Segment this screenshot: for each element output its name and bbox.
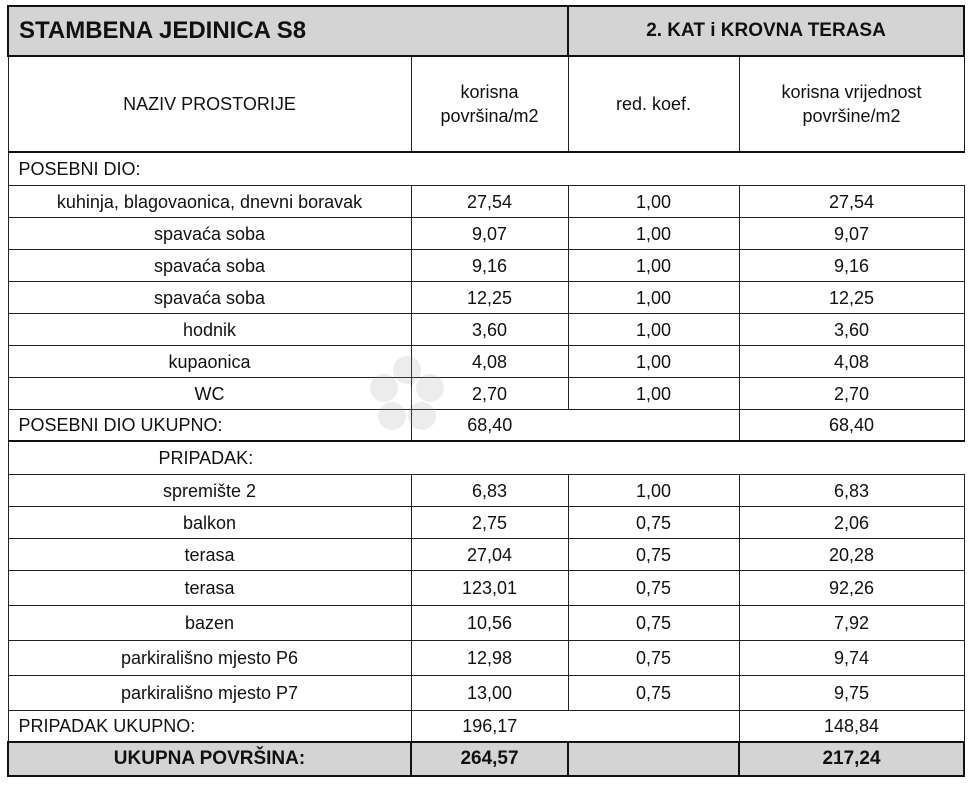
posebni-coef-value: 1,00 bbox=[568, 186, 739, 218]
posebni-coef-value: 1,00 bbox=[568, 378, 739, 410]
pripadak-coef-value: 0,75 bbox=[568, 571, 739, 606]
pripadak-room-name: terasa bbox=[8, 539, 411, 571]
section-posebni-row bbox=[8, 152, 964, 186]
posebni-row bbox=[8, 314, 964, 346]
posebni-total-area: 68,40 bbox=[411, 410, 568, 442]
floor-title: 2. KAT i KROVNA TERASA bbox=[568, 6, 964, 56]
posebni-coef-value: 1,00 bbox=[568, 282, 739, 314]
pripadak-area-value: 2,75 bbox=[411, 507, 568, 539]
posebni-useful-value: 4,08 bbox=[739, 346, 964, 378]
col-header-value-line2: površine/m2 bbox=[802, 106, 901, 126]
posebni-area-value: 3,60 bbox=[411, 314, 568, 346]
pripadak-row bbox=[8, 641, 964, 676]
pripadak-useful-value: 20,28 bbox=[739, 539, 964, 571]
pripadak-useful-value: 6,83 bbox=[739, 475, 964, 507]
area-table-sheet bbox=[7, 5, 963, 785]
posebni-useful-value: 9,16 bbox=[739, 250, 964, 282]
pripadak-useful-value: 92,26 bbox=[739, 571, 964, 606]
pripadak-coef-value: 0,75 bbox=[568, 606, 739, 641]
posebni-room-name: hodnik bbox=[8, 314, 411, 346]
col-header-value bbox=[739, 56, 964, 152]
grand-total-label: UKUPNA POVRŠINA: bbox=[8, 742, 411, 776]
posebni-area-value: 2,70 bbox=[411, 378, 568, 410]
pripadak-coef-value: 0,75 bbox=[568, 539, 739, 571]
pripadak-coef-value: 0,75 bbox=[568, 676, 739, 711]
posebni-row bbox=[8, 378, 964, 410]
pripadak-total-row bbox=[8, 711, 964, 743]
pripadak-area-value: 12,98 bbox=[411, 641, 568, 676]
pripadak-area-value: 10,56 bbox=[411, 606, 568, 641]
unit-title: STAMBENA JEDINICA S8 bbox=[8, 6, 568, 56]
pripadak-total-label: PRIPADAK UKUPNO: bbox=[8, 711, 411, 743]
grand-total-value: 217,24 bbox=[739, 742, 964, 776]
pripadak-total-area: 196,17 bbox=[411, 711, 568, 743]
pripadak-area-value: 6,83 bbox=[411, 475, 568, 507]
posebni-room-name: spavaća soba bbox=[8, 250, 411, 282]
posebni-room-name: spavaća soba bbox=[8, 282, 411, 314]
col-header-value-line1: korisna vrijednost bbox=[781, 82, 922, 102]
posebni-coef-value: 1,00 bbox=[568, 250, 739, 282]
posebni-useful-value: 3,60 bbox=[739, 314, 964, 346]
pripadak-useful-value: 9,75 bbox=[739, 676, 964, 711]
posebni-coef-value: 1,00 bbox=[568, 218, 739, 250]
pripadak-row bbox=[8, 571, 964, 606]
section-pripadak-label: PRIPADAK: bbox=[8, 441, 964, 475]
pripadak-room-name: parkirališno mjesto P7 bbox=[8, 676, 411, 711]
section-posebni-label: POSEBNI DIO: bbox=[8, 152, 964, 186]
col-header-name: NAZIV PROSTORIJE bbox=[8, 56, 411, 152]
pripadak-row bbox=[8, 606, 964, 641]
pripadak-room-name: bazen bbox=[8, 606, 411, 641]
posebni-total-value: 68,40 bbox=[739, 410, 964, 442]
posebni-area-value: 9,07 bbox=[411, 218, 568, 250]
pripadak-row bbox=[8, 507, 964, 539]
column-header-row bbox=[8, 56, 964, 152]
grand-total-row bbox=[8, 742, 964, 776]
pripadak-row bbox=[8, 475, 964, 507]
pripadak-row bbox=[8, 539, 964, 571]
posebni-row bbox=[8, 186, 964, 218]
posebni-area-value: 12,25 bbox=[411, 282, 568, 314]
posebni-row bbox=[8, 218, 964, 250]
pripadak-total-coef bbox=[568, 711, 739, 743]
col-header-area-line1: korisna bbox=[460, 82, 519, 102]
posebni-area-value: 4,08 bbox=[411, 346, 568, 378]
posebni-rows bbox=[8, 186, 964, 410]
posebni-total-coef bbox=[568, 410, 739, 442]
pripadak-room-name: parkirališno mjesto P6 bbox=[8, 641, 411, 676]
pripadak-room-name: terasa bbox=[8, 571, 411, 606]
pripadak-coef-value: 1,00 bbox=[568, 475, 739, 507]
pripadak-useful-value: 2,06 bbox=[739, 507, 964, 539]
pripadak-row bbox=[8, 676, 964, 711]
posebni-area-value: 9,16 bbox=[411, 250, 568, 282]
col-header-coef: red. koef. bbox=[568, 56, 739, 152]
posebni-coef-value: 1,00 bbox=[568, 314, 739, 346]
posebni-room-name: WC bbox=[8, 378, 411, 410]
col-header-area bbox=[411, 56, 568, 152]
grand-total-coef bbox=[568, 742, 739, 776]
col-header-area-line2: površina/m2 bbox=[440, 106, 539, 126]
pripadak-rows bbox=[8, 475, 964, 711]
posebni-row bbox=[8, 282, 964, 314]
pripadak-area-value: 27,04 bbox=[411, 539, 568, 571]
title-row bbox=[8, 6, 964, 56]
posebni-room-name: kupaonica bbox=[8, 346, 411, 378]
pripadak-coef-value: 0,75 bbox=[568, 641, 739, 676]
section-pripadak-row bbox=[8, 441, 964, 475]
posebni-useful-value: 27,54 bbox=[739, 186, 964, 218]
pripadak-area-value: 123,01 bbox=[411, 571, 568, 606]
pripadak-room-name: spremište 2 bbox=[8, 475, 411, 507]
posebni-coef-value: 1,00 bbox=[568, 346, 739, 378]
pripadak-useful-value: 7,92 bbox=[739, 606, 964, 641]
pripadak-room-name: balkon bbox=[8, 507, 411, 539]
posebni-useful-value: 2,70 bbox=[739, 378, 964, 410]
posebni-useful-value: 9,07 bbox=[739, 218, 964, 250]
grand-total-area: 264,57 bbox=[411, 742, 568, 776]
pripadak-coef-value: 0,75 bbox=[568, 507, 739, 539]
posebni-row bbox=[8, 250, 964, 282]
pripadak-total-value: 148,84 bbox=[739, 711, 964, 743]
posebni-row bbox=[8, 346, 964, 378]
posebni-room-name: kuhinja, blagovaonica, dnevni boravak bbox=[8, 186, 411, 218]
posebni-area-value: 27,54 bbox=[411, 186, 568, 218]
posebni-total-row bbox=[8, 410, 964, 442]
posebni-total-label: POSEBNI DIO UKUPNO: bbox=[8, 410, 411, 442]
pripadak-area-value: 13,00 bbox=[411, 676, 568, 711]
area-table bbox=[7, 5, 965, 777]
posebni-useful-value: 12,25 bbox=[739, 282, 964, 314]
posebni-room-name: spavaća soba bbox=[8, 218, 411, 250]
pripadak-useful-value: 9,74 bbox=[739, 641, 964, 676]
